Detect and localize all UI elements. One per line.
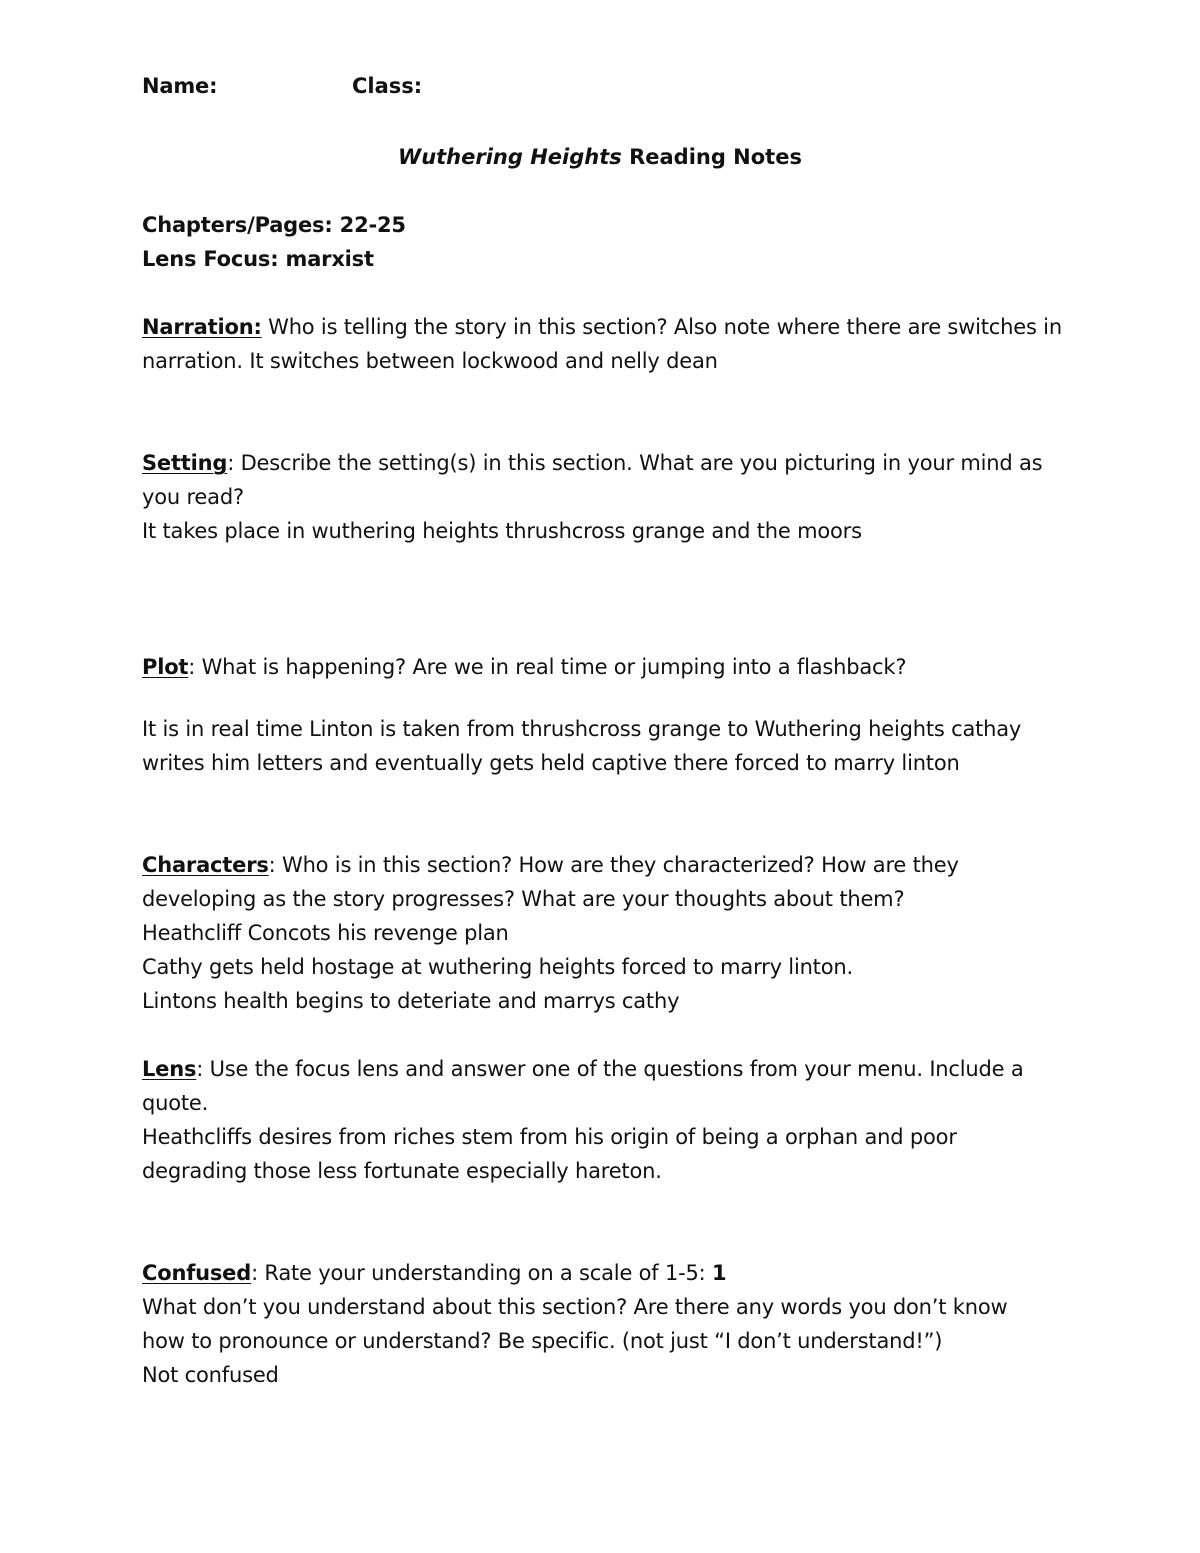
plot-answer-line1: It is in real time Linton is taken from thrushcross grange to Wuthering heights cathay — [142, 717, 1022, 741]
characters-label: Characters — [142, 853, 269, 877]
lens-answer-line1: Heathcliffs desires from riches stem from his origin of being a orphan and poor — [142, 1125, 957, 1149]
plot-answer-line2: writes him letters and eventually gets held captive there forced to marry linton — [142, 751, 960, 775]
confused-answer: Not confused — [142, 1363, 279, 1387]
narration-label: Narration: — [142, 315, 262, 339]
name-label: Name: — [142, 74, 218, 98]
characters-answer-line3: Lintons health begins to deteriate and marrys cathy — [142, 989, 680, 1013]
title-book-name: Wuthering Heights — [398, 145, 622, 169]
confused-rating: 1 — [712, 1261, 727, 1285]
characters-answer-line2: Cathy gets held hostage at wuthering heights forced to marry linton. — [142, 955, 853, 979]
class-label: Class: — [352, 74, 423, 98]
plot-prompt — [142, 650, 906, 684]
lens-prompt-cont: quote. — [142, 1091, 209, 1115]
characters-answer-line1: Heathcliff Concots his revenge plan — [142, 921, 509, 945]
lens-label: Lens — [142, 1057, 197, 1081]
confused-question-line1: What don’t you understand about this section? Are there any words you don’t know — [142, 1295, 1008, 1319]
setting-answer: It takes place in wuthering heights thrushcross grange and the moors — [142, 519, 862, 543]
lens-focus: Lens Focus: marxist — [142, 247, 374, 271]
plot-prompt-text: : What is happening? Are we in real time or jumping into a flashback? — [188, 655, 907, 679]
narration-answer: narration. It switches between lockwood and nelly dean — [142, 349, 718, 373]
characters-prompt-text: : Who is in this section? How are they characterized? How are they — [268, 853, 959, 877]
lens-answer-line2: degrading those less fortunate especially hareton. — [142, 1159, 662, 1183]
title-suffix: Reading Notes — [621, 145, 802, 169]
chapters-pages: Chapters/Pages: 22-25 — [142, 213, 406, 237]
narration-prompt-text: Who is telling the story in this section? Also note where there are switches in — [261, 315, 1062, 339]
confused-prompt — [142, 1256, 726, 1290]
lens-prompt — [142, 1052, 1024, 1086]
characters-prompt — [142, 848, 959, 882]
setting-prompt — [142, 446, 1042, 480]
setting-prompt-text: : Describe the setting(s) in this section. What are you picturing in your mind as — [227, 451, 1043, 475]
confused-label: Confused — [142, 1261, 252, 1285]
setting-prompt-cont: you read? — [142, 485, 244, 509]
setting-label: Setting — [142, 451, 228, 475]
characters-prompt-cont: developing as the story progresses? What are your thoughts about them? — [142, 887, 905, 911]
confused-prompt-text: : Rate your understanding on a scale of 1-5: — [251, 1261, 712, 1285]
plot-label: Plot — [142, 655, 189, 679]
narration-prompt — [142, 310, 1062, 344]
confused-question-line2: how to pronounce or understand? Be specific. (not just “I don’t understand!”) — [142, 1329, 943, 1353]
lens-prompt-text: : Use the focus lens and answer one of the questions from your menu. Include a — [196, 1057, 1024, 1081]
page-title — [0, 140, 1200, 174]
